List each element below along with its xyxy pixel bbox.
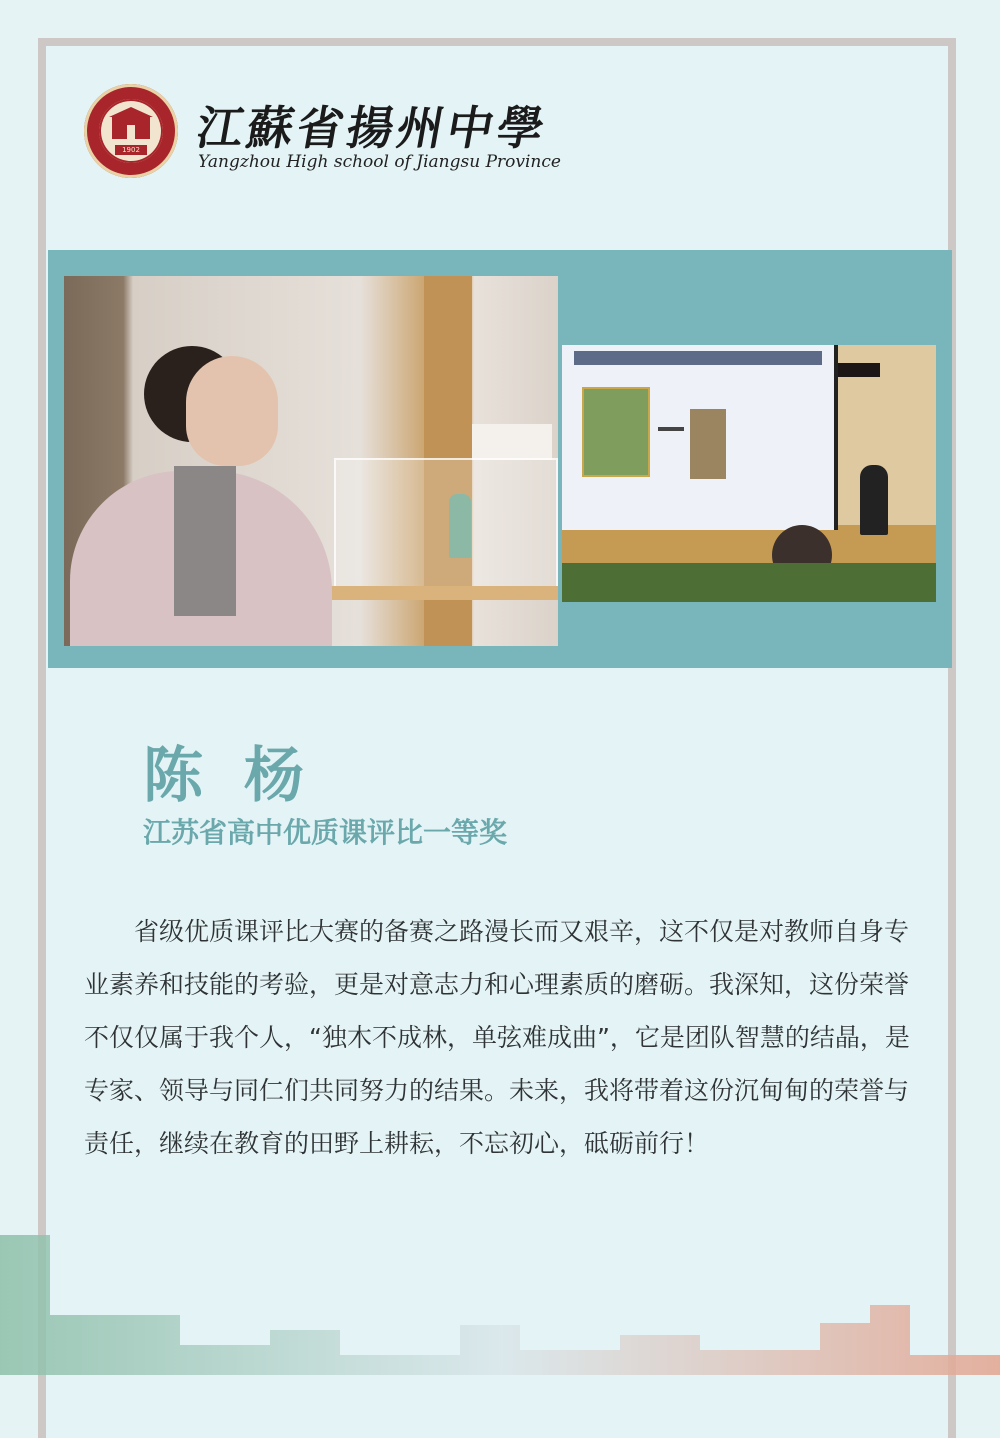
- stage-plants: [562, 563, 936, 602]
- school-name-cn: 江蘇省揚州中學: [192, 101, 553, 155]
- school-name-en: Yangzhou High school of Jiangsu Province: [198, 152, 561, 172]
- display-case: [334, 458, 558, 592]
- celadon-artifact: [449, 494, 471, 558]
- school-header: [84, 84, 604, 194]
- slide-menu-bar: [574, 351, 822, 365]
- museum-photo: [64, 276, 558, 646]
- teacher-face: [186, 356, 278, 466]
- painting-image: [690, 409, 726, 479]
- exhibit-sign: [472, 424, 552, 460]
- arrow-icon: [658, 427, 684, 431]
- emblem-year: 1902: [115, 145, 147, 155]
- emblem-building-icon: [112, 117, 150, 139]
- body-paragraph: 省级优质课评比大赛的备赛之路漫长而又艰辛，这不仅是对教师自身专业素养和技能的考验，更是对意志力和心理素质的磨砺。我深知，这份荣誉不仅仅属于我个人，“独木不成林，单弦难成曲”，它是团队智慧的结晶，是专家、领导与同仁们共同努力的结果。未来，我将带着这份沉甸甸的荣誉与责任，继续在教育的田野上耕耘，不忘初心，砥砺前行！: [84, 917, 910, 1158]
- teacher-name: 陈 杨: [143, 741, 314, 811]
- presenter: [860, 465, 888, 535]
- teacher-scarf: [174, 466, 236, 616]
- emblem-inner: [99, 99, 163, 163]
- award-title: 江苏省高中优质课评比一等奖: [143, 816, 508, 849]
- school-emblem-icon: [84, 84, 178, 178]
- clock-display: [838, 363, 880, 377]
- projection-screen: [562, 345, 838, 530]
- lecture-photo: [562, 345, 936, 602]
- display-table: [324, 586, 558, 600]
- textbook-image: [582, 387, 650, 477]
